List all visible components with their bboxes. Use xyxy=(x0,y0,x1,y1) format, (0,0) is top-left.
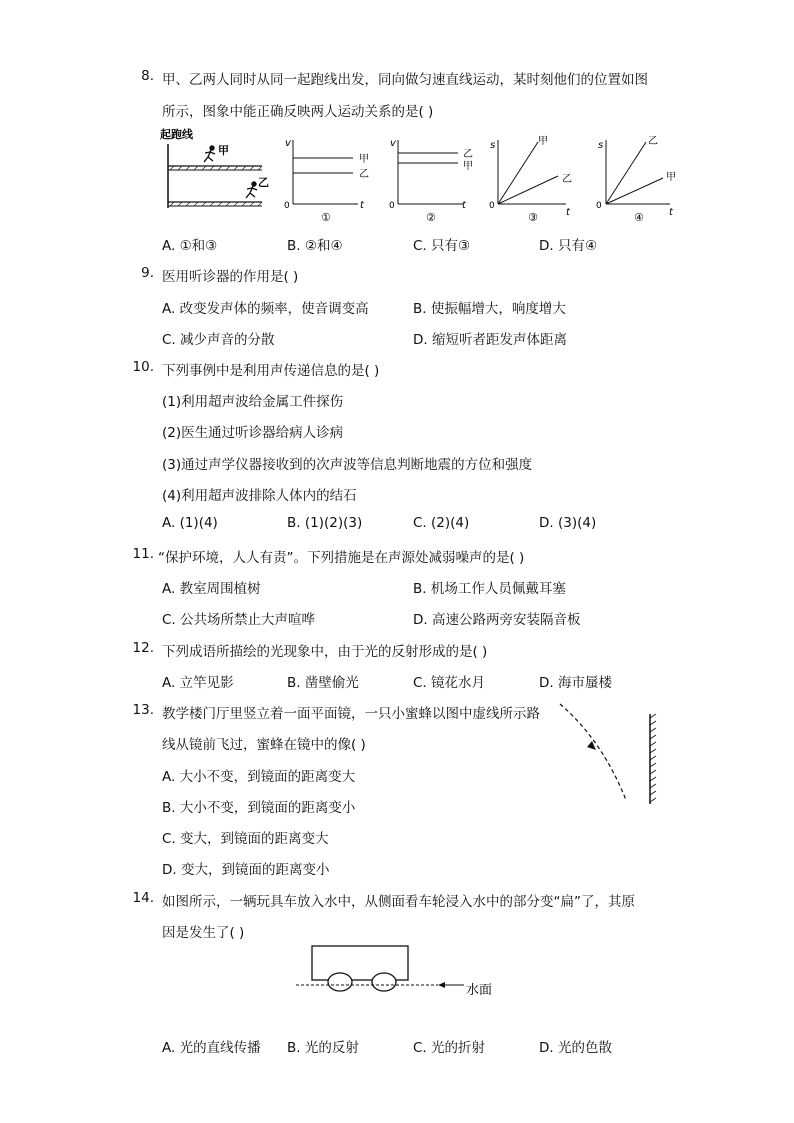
question-13-option-d[interactable]: D. 变大，到镜面的距离变小 xyxy=(162,862,330,878)
svg-text:s: s xyxy=(490,140,496,151)
svg-text:0: 0 xyxy=(389,201,395,211)
question-12-option-b[interactable]: B. 凿壁偷光 xyxy=(287,675,359,691)
question-8-stem-line1: 甲、乙两人同时从同一起跑线出发，同向做匀速直线运动，某时刻他们的位置如图 xyxy=(162,72,648,88)
question-12-stem: 下列成语所描绘的光现象中，由于光的反射形成的是( ) xyxy=(162,644,488,660)
question-12-option-c[interactable]: C. 镜花水月 xyxy=(413,675,486,691)
bee-path-dashed xyxy=(560,704,626,800)
svg-text:乙: 乙 xyxy=(463,149,473,160)
graph-1-caption: ① xyxy=(321,211,331,222)
svg-text:乙: 乙 xyxy=(562,174,572,185)
graph-3-caption: ③ xyxy=(528,211,538,222)
question-11-stem: “保护环境，人人有责”。下列措施是在声源处减弱噪声的是( ) xyxy=(158,550,525,566)
svg-text:甲: 甲 xyxy=(538,136,548,147)
graph-4-caption: ④ xyxy=(634,211,644,222)
question-14-number: 14. xyxy=(132,890,154,906)
svg-text:s: s xyxy=(598,140,604,151)
svg-text:t: t xyxy=(566,207,570,218)
svg-text:0: 0 xyxy=(284,201,290,211)
svg-text:t: t xyxy=(360,200,364,211)
question-8-option-c[interactable]: C. 只有③ xyxy=(413,238,471,254)
question-14-option-b[interactable]: B. 光的反射 xyxy=(287,1040,359,1056)
runner-yi-icon xyxy=(246,182,257,198)
question-11-option-d[interactable]: D. 高速公路两旁安装隔音板 xyxy=(413,612,581,628)
question-8-stem-line2: 所示，图象中能正确反映两人运动关系的是( ) xyxy=(162,104,434,120)
svg-text:t: t xyxy=(462,200,466,211)
question-14-option-d[interactable]: D. 光的色散 xyxy=(539,1040,612,1056)
car-wheel-right xyxy=(372,973,396,991)
svg-text:v: v xyxy=(390,138,396,149)
question-10-option-a[interactable]: A. (1)(4) xyxy=(162,515,218,531)
question-14-stem-line1: 如图所示，一辆玩具车放入水中，从侧面看车轮浸入水中的部分变“扁”了，其原 xyxy=(162,894,635,910)
svg-text:乙: 乙 xyxy=(359,169,369,180)
runner-jia-icon xyxy=(204,146,215,162)
question-9-stem: 医用听诊器的作用是( ) xyxy=(162,269,299,285)
question-8-number: 8. xyxy=(141,68,154,84)
question-10-stem: 下列事例中是利用声传递信息的是( ) xyxy=(162,363,380,379)
question-9-number: 9. xyxy=(141,265,154,281)
question-9-option-b[interactable]: B. 使振幅增大，响度增大 xyxy=(413,301,566,317)
start-line-label: 起跑线 xyxy=(160,128,193,141)
question-11-option-a[interactable]: A. 教室周围植树 xyxy=(162,581,261,597)
water-surface-label: 水面 xyxy=(466,983,493,998)
question-13-option-a[interactable]: A. 大小不变，到镜面的距离变大 xyxy=(162,769,356,785)
question-8-option-b[interactable]: B. ②和④ xyxy=(287,238,343,254)
arrow-left-icon xyxy=(438,982,445,988)
question-9-option-d[interactable]: D. 缩短听者距发声体距离 xyxy=(413,332,567,348)
question-13-option-c[interactable]: C. 变大，到镜面的距离变大 xyxy=(162,831,329,847)
graph-2-caption: ② xyxy=(426,211,436,222)
runner-jia-label: 甲 xyxy=(218,144,229,157)
graph-4 xyxy=(596,135,676,222)
question-13-option-b[interactable]: B. 大小不变，到镜面的距离变小 xyxy=(162,800,356,816)
graph-3 xyxy=(489,135,572,222)
question-10-option-c[interactable]: C. (2)(4) xyxy=(413,515,470,531)
svg-text:乙: 乙 xyxy=(648,136,658,147)
svg-text:甲: 甲 xyxy=(359,154,369,165)
question-12-number: 12. xyxy=(132,640,154,656)
question-11-option-b[interactable]: B. 机场工作人员佩戴耳塞 xyxy=(413,581,566,597)
question-11-option-c[interactable]: C. 公共场所禁止大声喧哗 xyxy=(162,612,316,628)
question-10-item-3: (3)通过声学仪器接收到的次声波等信息判断地震的方位和强度 xyxy=(162,457,533,473)
svg-text:v: v xyxy=(285,138,291,149)
question-13-figure xyxy=(552,700,668,806)
question-9-option-c[interactable]: C. 减少声音的分散 xyxy=(162,332,275,348)
car-wheel-left xyxy=(328,973,352,991)
question-10-item-2: (2)医生通过听诊器给病人诊病 xyxy=(162,425,344,441)
question-13-stem-line2: 线从镜前飞过，蜜蜂在镜中的像( ) xyxy=(162,737,366,753)
question-10-option-d[interactable]: D. (3)(4) xyxy=(539,515,597,531)
question-11-number: 11. xyxy=(132,546,154,562)
runner-yi-label: 乙 xyxy=(258,176,269,189)
question-12-option-a[interactable]: A. 立竿见影 xyxy=(162,675,234,691)
question-8-figure xyxy=(158,126,688,222)
question-14-stem-line2: 因是发生了( ) xyxy=(162,925,245,941)
question-8-option-d[interactable]: D. 只有④ xyxy=(539,238,598,254)
svg-text:0: 0 xyxy=(489,201,495,211)
question-8-option-a[interactable]: A. ①和③ xyxy=(162,238,218,254)
svg-text:t: t xyxy=(669,207,673,218)
question-10-item-1: (1)利用超声波给金属工件探伤 xyxy=(162,394,344,410)
svg-text:甲: 甲 xyxy=(666,172,676,183)
graph-1 xyxy=(284,138,369,222)
graph-2 xyxy=(389,138,473,222)
question-13-number: 13. xyxy=(132,702,154,718)
toy-car-body xyxy=(312,946,408,980)
question-14-figure xyxy=(292,940,512,1002)
question-13-stem-line1: 教学楼门厅里竖立着一面平面镜，一只小蜜蜂以图中虚线所示路 xyxy=(162,706,540,722)
question-10-item-4: (4)利用超声波排除人体内的结石 xyxy=(162,488,357,504)
question-10-number: 10. xyxy=(132,359,154,375)
question-12-option-d[interactable]: D. 海市蜃楼 xyxy=(539,675,612,691)
question-14-option-a[interactable]: A. 光的直线传播 xyxy=(162,1040,261,1056)
question-14-option-c[interactable]: C. 光的折射 xyxy=(413,1040,486,1056)
svg-text:甲: 甲 xyxy=(463,161,473,172)
question-10-option-b[interactable]: B. (1)(2)(3) xyxy=(287,515,363,531)
question-9-option-a[interactable]: A. 改变发声体的频率，使音调变高 xyxy=(162,301,369,317)
svg-text:0: 0 xyxy=(596,201,602,211)
